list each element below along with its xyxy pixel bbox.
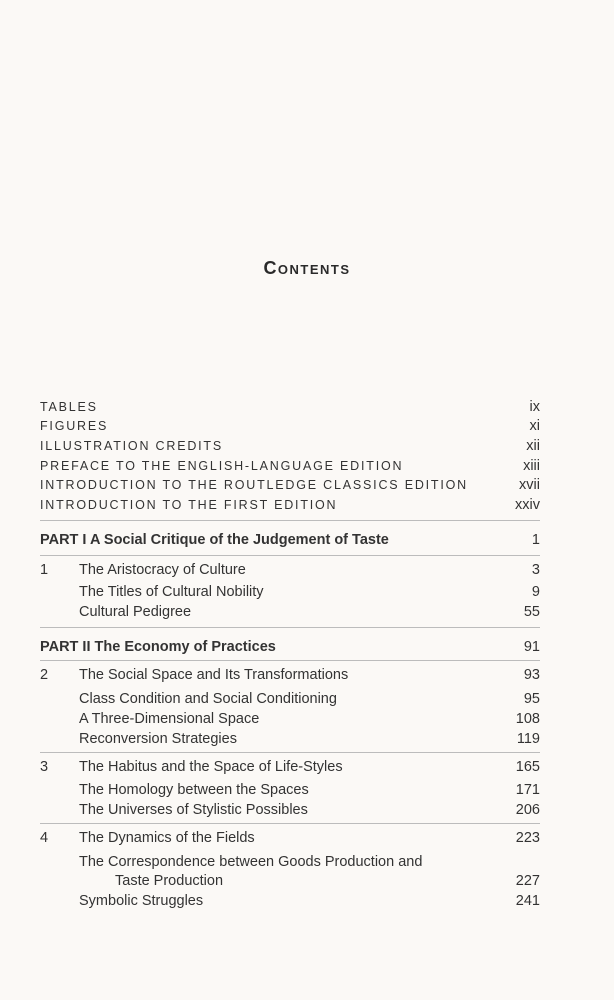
toc-entry-page: 108 — [515, 711, 540, 727]
toc-entry-intro-routledge[interactable] — [40, 476, 540, 494]
toc-section[interactable] — [40, 710, 540, 728]
toc-chapter-2[interactable] — [40, 666, 540, 684]
section-label: The Correspondence between Goods Production and — [79, 854, 423, 870]
toc-entry-page: ix — [529, 399, 540, 415]
toc-entry-preface[interactable] — [40, 457, 540, 475]
toc-section[interactable] — [40, 690, 540, 708]
section-label: Class Condition and Social Conditioning — [79, 691, 337, 707]
toc-entry-page: xii — [526, 438, 540, 454]
toc-chapter-3[interactable] — [40, 758, 540, 776]
toc-entry-page: 171 — [515, 782, 540, 798]
divider — [40, 752, 540, 753]
page-title: Contents — [263, 258, 351, 278]
section-label: The Titles of Cultural Nobility — [79, 584, 264, 600]
toc-section[interactable] — [40, 853, 540, 871]
toc-entry-page: 93 — [523, 667, 540, 683]
toc-section[interactable] — [40, 603, 540, 621]
toc-entry-page: 223 — [515, 830, 540, 846]
toc-chapter-1[interactable] — [40, 561, 540, 579]
toc-section[interactable] — [40, 781, 540, 799]
toc-entry-intro-first-edition[interactable] — [40, 496, 540, 514]
toc-entry-tables[interactable] — [40, 398, 540, 416]
toc-part-1[interactable] — [40, 531, 540, 549]
chapter-number: 2 — [40, 667, 49, 683]
toc-entry-page: xi — [529, 418, 540, 434]
divider — [40, 627, 540, 628]
toc-entry-page: 241 — [515, 893, 540, 909]
chapter-label: The Habitus and the Space of Life-Styles — [79, 759, 343, 775]
divider — [40, 823, 540, 824]
toc-section-continuation[interactable] — [40, 872, 540, 890]
toc-entry-page: 9 — [531, 584, 540, 600]
toc-entry-label: ILLUSTRATION CREDITS — [40, 439, 224, 453]
chapter-number: 3 — [40, 759, 49, 775]
chapter-number: 4 — [40, 830, 49, 846]
toc-entry-page: 1 — [531, 532, 540, 548]
divider — [40, 555, 540, 556]
divider — [40, 520, 540, 521]
toc-part-label: PART II The Economy of Practices — [40, 639, 276, 655]
toc-section[interactable] — [40, 730, 540, 748]
section-label: Cultural Pedigree — [79, 604, 192, 620]
toc-entry-page: xxiv — [515, 497, 540, 513]
toc-entry-label: TABLES — [40, 400, 98, 414]
toc-entry-page: 119 — [516, 731, 540, 747]
toc-entry-page: 95 — [523, 691, 540, 707]
toc-entry-page: 227 — [515, 873, 540, 889]
toc-entry-page: 3 — [531, 562, 540, 578]
toc-entry-label: FIGURES — [40, 419, 109, 433]
toc-chapter-4[interactable] — [40, 829, 540, 847]
toc-entry-page: xiii — [523, 458, 540, 474]
toc-entry-label: PREFACE TO THE ENGLISH-LANGUAGE EDITION — [40, 459, 404, 473]
toc-part-label: PART I A Social Critique of the Judgement of Taste — [40, 532, 389, 548]
chapter-number: 1 — [40, 562, 49, 578]
toc-entry-page: xvii — [519, 477, 540, 493]
toc-entry-label: INTRODUCTION TO THE ROUTLEDGE CLASSICS EDITION — [40, 478, 468, 492]
chapter-label: The Aristocracy of Culture — [79, 562, 246, 578]
toc-entry-figures[interactable] — [40, 417, 540, 435]
section-label: Reconversion Strategies — [79, 731, 237, 747]
section-label: The Universes of Stylistic Possibles — [79, 802, 308, 818]
toc-entry-page: 206 — [515, 802, 540, 818]
toc-entry-label: INTRODUCTION TO THE FIRST EDITION — [40, 498, 338, 512]
section-label: The Homology between the Spaces — [79, 782, 309, 798]
toc-entry-illustration-credits[interactable] — [40, 437, 540, 455]
toc-section[interactable] — [40, 801, 540, 819]
toc-entry-page: 91 — [523, 639, 540, 655]
divider — [40, 660, 540, 661]
toc-section[interactable] — [40, 583, 540, 601]
toc-entry-page: 165 — [515, 759, 540, 775]
toc-entry-page: 55 — [523, 604, 540, 620]
section-label: Symbolic Struggles — [79, 893, 204, 909]
section-label: Taste Production — [115, 873, 224, 889]
toc-part-2[interactable] — [40, 638, 540, 656]
chapter-label: The Social Space and Its Transformations — [79, 667, 349, 683]
toc-section[interactable] — [40, 892, 540, 910]
chapter-label: The Dynamics of the Fields — [79, 830, 255, 846]
section-label: A Three-Dimensional Space — [79, 711, 260, 727]
